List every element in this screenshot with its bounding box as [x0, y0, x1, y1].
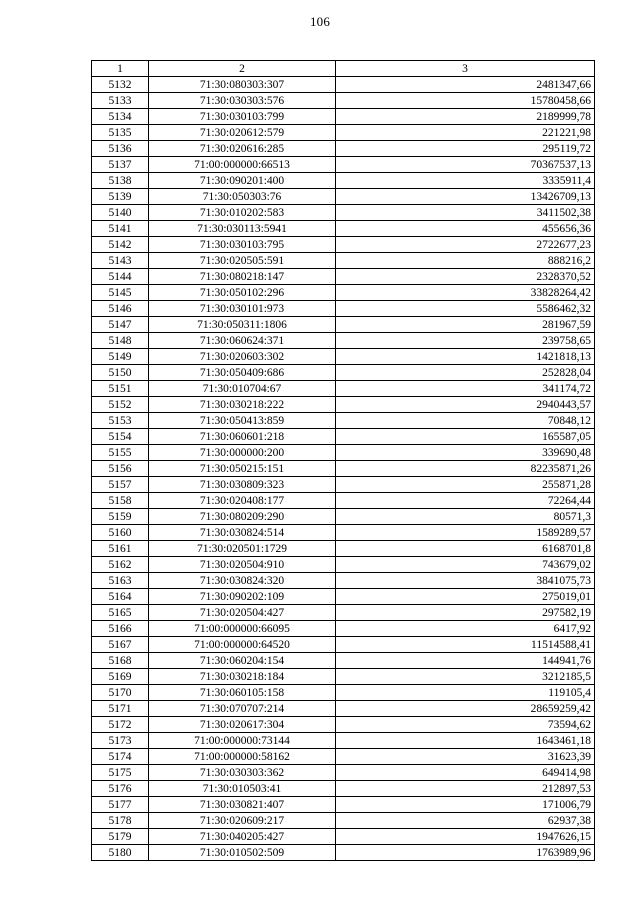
cadastral-number-cell: 71:30:020616:285	[149, 141, 336, 157]
value-cell: 144941,76	[336, 653, 595, 669]
cadastral-number-cell: 71:30:020504:910	[149, 557, 336, 573]
table-row	[92, 333, 595, 349]
cadastral-number-cell: 71:30:020617:304	[149, 717, 336, 733]
table-row	[92, 349, 595, 365]
table-row	[92, 637, 595, 653]
table-row	[92, 781, 595, 797]
row-number-cell: 5135	[92, 125, 149, 141]
table-row	[92, 173, 595, 189]
cadastral-number-cell: 71:30:060601:218	[149, 429, 336, 445]
row-number-cell: 5177	[92, 797, 149, 813]
cadastral-number-cell: 71:30:000000:200	[149, 445, 336, 461]
value-cell: 62937,38	[336, 813, 595, 829]
value-cell: 6168701,8	[336, 541, 595, 557]
table-row	[92, 477, 595, 493]
value-cell: 275019,01	[336, 589, 595, 605]
value-cell: 70367537,13	[336, 157, 595, 173]
table-row	[92, 301, 595, 317]
table-row	[92, 93, 595, 109]
value-cell: 2722677,23	[336, 237, 595, 253]
value-cell: 2940443,57	[336, 397, 595, 413]
row-number-cell: 5143	[92, 253, 149, 269]
row-number-cell: 5170	[92, 685, 149, 701]
table-row	[92, 381, 595, 397]
table-row	[92, 109, 595, 125]
table-header-row	[92, 61, 595, 77]
table-row	[92, 749, 595, 765]
row-number-cell: 5156	[92, 461, 149, 477]
value-cell: 743679,02	[336, 557, 595, 573]
value-cell: 341174,72	[336, 381, 595, 397]
cadastral-number-cell: 71:30:020408:177	[149, 493, 336, 509]
value-cell: 252828,04	[336, 365, 595, 381]
value-cell: 255871,28	[336, 477, 595, 493]
table-row	[92, 797, 595, 813]
value-cell: 119105,4	[336, 685, 595, 701]
table-row	[92, 77, 595, 93]
table-row	[92, 589, 595, 605]
table-row	[92, 285, 595, 301]
row-number-cell: 5162	[92, 557, 149, 573]
cadastral-number-cell: 71:30:070707:214	[149, 701, 336, 717]
table-row	[92, 829, 595, 845]
value-cell: 221221,98	[336, 125, 595, 141]
table-row	[92, 237, 595, 253]
cadastral-number-cell: 71:30:030824:514	[149, 525, 336, 541]
row-number-cell: 5157	[92, 477, 149, 493]
row-number-cell: 5152	[92, 397, 149, 413]
value-cell: 82235871,26	[336, 461, 595, 477]
table-row	[92, 317, 595, 333]
cadastral-number-cell: 71:30:030809:323	[149, 477, 336, 493]
row-number-cell: 5175	[92, 765, 149, 781]
table-row	[92, 845, 595, 861]
value-cell: 80571,3	[336, 509, 595, 525]
cadastral-number-cell: 71:30:020505:591	[149, 253, 336, 269]
row-number-cell: 5168	[92, 653, 149, 669]
row-number-cell: 5153	[92, 413, 149, 429]
row-number-cell: 5146	[92, 301, 149, 317]
table-row	[92, 509, 595, 525]
cadastral-number-cell: 71:30:090202:109	[149, 589, 336, 605]
value-cell: 239758,65	[336, 333, 595, 349]
table-row	[92, 573, 595, 589]
value-cell: 28659259,42	[336, 701, 595, 717]
row-number-cell: 5171	[92, 701, 149, 717]
cadastral-number-cell: 71:30:080209:290	[149, 509, 336, 525]
row-number-cell: 5151	[92, 381, 149, 397]
table-row	[92, 493, 595, 509]
cadastral-number-cell: 71:30:020504:427	[149, 605, 336, 621]
table-row	[92, 621, 595, 637]
row-number-cell: 5167	[92, 637, 149, 653]
table-row	[92, 221, 595, 237]
value-cell: 295119,72	[336, 141, 595, 157]
cadastral-number-cell: 71:30:010704:67	[149, 381, 336, 397]
value-cell: 165587,05	[336, 429, 595, 445]
table-row	[92, 733, 595, 749]
cadastral-number-cell: 71:00:000000:58162	[149, 749, 336, 765]
cadastral-number-cell: 71:30:050303:76	[149, 189, 336, 205]
table-row	[92, 525, 595, 541]
cadastral-number-cell: 71:30:050102:296	[149, 285, 336, 301]
cadastral-number-cell: 71:30:010503:41	[149, 781, 336, 797]
table-row	[92, 429, 595, 445]
row-number-cell: 5158	[92, 493, 149, 509]
value-cell: 2328370,52	[336, 269, 595, 285]
cadastral-number-cell: 71:30:080303:307	[149, 77, 336, 93]
value-cell: 15780458,66	[336, 93, 595, 109]
table-row	[92, 189, 595, 205]
row-number-cell: 5133	[92, 93, 149, 109]
table-row	[92, 269, 595, 285]
row-number-cell: 5169	[92, 669, 149, 685]
cadastral-number-cell: 71:30:010202:583	[149, 205, 336, 221]
value-cell: 3411502,38	[336, 205, 595, 221]
value-cell: 1643461,18	[336, 733, 595, 749]
cadastral-number-cell: 71:30:030113:5941	[149, 221, 336, 237]
cadastral-number-cell: 71:30:080218:147	[149, 269, 336, 285]
value-cell: 3212185,5	[336, 669, 595, 685]
table-row	[92, 125, 595, 141]
row-number-cell: 5155	[92, 445, 149, 461]
value-cell: 2481347,66	[336, 77, 595, 93]
table-row	[92, 205, 595, 221]
row-number-cell: 5140	[92, 205, 149, 221]
value-cell: 5586462,32	[336, 301, 595, 317]
row-number-cell: 5144	[92, 269, 149, 285]
value-cell: 455656,36	[336, 221, 595, 237]
cadastral-number-cell: 71:30:020612:579	[149, 125, 336, 141]
table-row	[92, 605, 595, 621]
cadastral-number-cell: 71:00:000000:66513	[149, 157, 336, 173]
cadastral-number-cell: 71:30:010502:509	[149, 845, 336, 861]
table-row	[92, 253, 595, 269]
table-row	[92, 541, 595, 557]
value-cell: 649414,98	[336, 765, 595, 781]
page-number: 106	[309, 14, 331, 29]
cadastral-number-cell: 71:30:030303:362	[149, 765, 336, 781]
cadastral-number-cell: 71:30:050409:686	[149, 365, 336, 381]
table-row	[92, 557, 595, 573]
row-number-cell: 5150	[92, 365, 149, 381]
column-header-2: 2	[149, 61, 336, 77]
cadastral-number-cell: 71:30:050215:151	[149, 461, 336, 477]
cadastral-value-table	[91, 60, 595, 861]
row-number-cell: 5164	[92, 589, 149, 605]
cadastral-number-cell: 71:30:030218:222	[149, 397, 336, 413]
cadastral-number-cell: 71:30:030824:320	[149, 573, 336, 589]
row-number-cell: 5178	[92, 813, 149, 829]
table-row	[92, 413, 595, 429]
row-number-cell: 5147	[92, 317, 149, 333]
cadastral-number-cell: 71:00:000000:66095	[149, 621, 336, 637]
cadastral-number-cell: 71:30:060624:371	[149, 333, 336, 349]
value-cell: 281967,59	[336, 317, 595, 333]
cadastral-number-cell: 71:30:020603:302	[149, 349, 336, 365]
table-row	[92, 365, 595, 381]
table-row	[92, 717, 595, 733]
row-number-cell: 5159	[92, 509, 149, 525]
table-row	[92, 701, 595, 717]
value-cell: 1421818,13	[336, 349, 595, 365]
value-cell: 73594,62	[336, 717, 595, 733]
row-number-cell: 5163	[92, 573, 149, 589]
table-row	[92, 669, 595, 685]
column-header-1: 1	[92, 61, 149, 77]
cadastral-number-cell: 71:00:000000:73144	[149, 733, 336, 749]
value-cell: 3841075,73	[336, 573, 595, 589]
row-number-cell: 5145	[92, 285, 149, 301]
cadastral-number-cell: 71:30:060204:154	[149, 653, 336, 669]
value-cell: 297582,19	[336, 605, 595, 621]
table-row	[92, 397, 595, 413]
cadastral-number-cell: 71:30:060105:158	[149, 685, 336, 701]
row-number-cell: 5165	[92, 605, 149, 621]
cadastral-number-cell: 71:30:020609:217	[149, 813, 336, 829]
cadastral-number-cell: 71:30:050413:859	[149, 413, 336, 429]
table-row	[92, 765, 595, 781]
cadastral-number-cell: 71:00:000000:64520	[149, 637, 336, 653]
table-row	[92, 653, 595, 669]
row-number-cell: 5137	[92, 157, 149, 173]
row-number-cell: 5148	[92, 333, 149, 349]
row-number-cell: 5179	[92, 829, 149, 845]
table-row	[92, 813, 595, 829]
value-cell: 888216,2	[336, 253, 595, 269]
row-number-cell: 5138	[92, 173, 149, 189]
row-number-cell: 5172	[92, 717, 149, 733]
row-number-cell: 5174	[92, 749, 149, 765]
value-cell: 13426709,13	[336, 189, 595, 205]
table-row	[92, 461, 595, 477]
value-cell: 1589289,57	[336, 525, 595, 541]
table-row	[92, 157, 595, 173]
value-cell: 212897,53	[336, 781, 595, 797]
row-number-cell: 5180	[92, 845, 149, 861]
value-cell: 339690,48	[336, 445, 595, 461]
column-header-3: 3	[336, 61, 595, 77]
row-number-cell: 5160	[92, 525, 149, 541]
value-cell: 3335911,4	[336, 173, 595, 189]
value-cell: 31623,39	[336, 749, 595, 765]
row-number-cell: 5154	[92, 429, 149, 445]
cadastral-number-cell: 71:30:030821:407	[149, 797, 336, 813]
cadastral-number-cell: 71:30:030218:184	[149, 669, 336, 685]
value-cell: 1763989,96	[336, 845, 595, 861]
cadastral-number-cell: 71:30:050311:1806	[149, 317, 336, 333]
table-row	[92, 445, 595, 461]
table-row	[92, 141, 595, 157]
row-number-cell: 5141	[92, 221, 149, 237]
row-number-cell: 5139	[92, 189, 149, 205]
cadastral-number-cell: 71:30:030103:799	[149, 109, 336, 125]
value-cell: 33828264,42	[336, 285, 595, 301]
value-cell: 6417,92	[336, 621, 595, 637]
table-row	[92, 685, 595, 701]
value-cell: 1947626,15	[336, 829, 595, 845]
row-number-cell: 5166	[92, 621, 149, 637]
value-cell: 11514588,41	[336, 637, 595, 653]
row-number-cell: 5136	[92, 141, 149, 157]
row-number-cell: 5134	[92, 109, 149, 125]
cadastral-number-cell: 71:30:020501:1729	[149, 541, 336, 557]
value-cell: 2189999,78	[336, 109, 595, 125]
cadastral-number-cell: 71:30:030101:973	[149, 301, 336, 317]
value-cell: 171006,79	[336, 797, 595, 813]
row-number-cell: 5149	[92, 349, 149, 365]
row-number-cell: 5176	[92, 781, 149, 797]
cadastral-number-cell: 71:30:030303:576	[149, 93, 336, 109]
cadastral-number-cell: 71:30:030103:795	[149, 237, 336, 253]
value-cell: 70848,12	[336, 413, 595, 429]
row-number-cell: 5161	[92, 541, 149, 557]
cadastral-number-cell: 71:30:090201:400	[149, 173, 336, 189]
value-cell: 72264,44	[336, 493, 595, 509]
row-number-cell: 5173	[92, 733, 149, 749]
cadastral-number-cell: 71:30:040205:427	[149, 829, 336, 845]
row-number-cell: 5132	[92, 77, 149, 93]
row-number-cell: 5142	[92, 237, 149, 253]
